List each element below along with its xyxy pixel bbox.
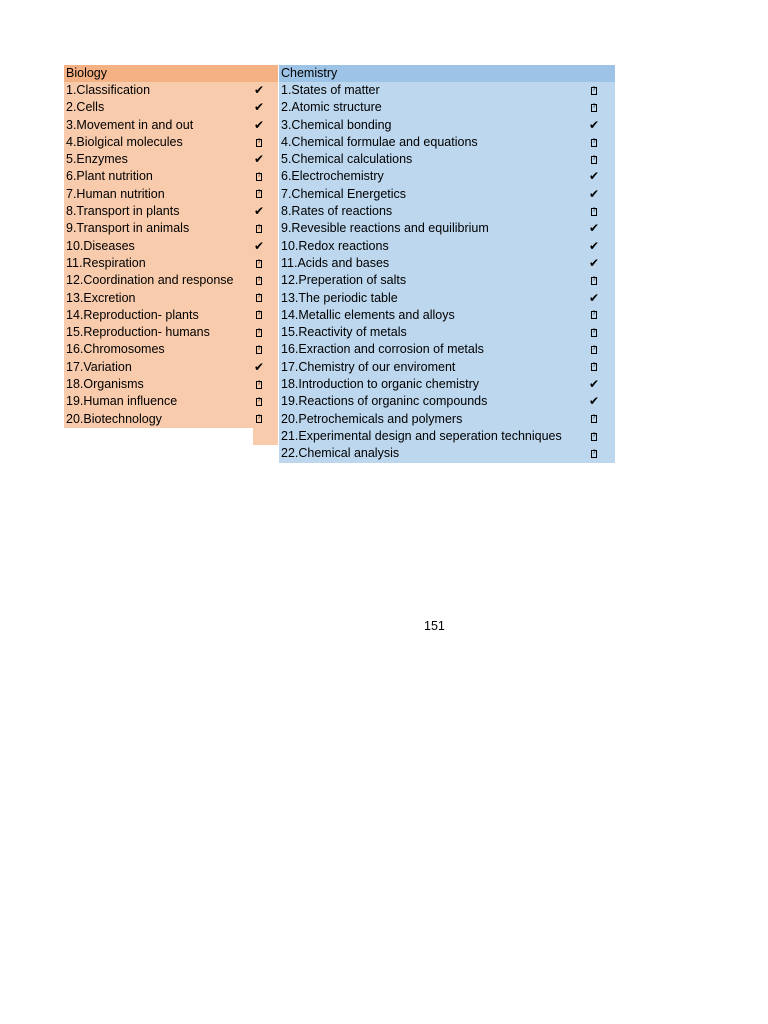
chemistry-row [279,255,615,272]
missing-glyph-box [591,363,597,371]
biology-topic-label: 20.Biotechnology [66,411,162,426]
missing-glyph-icon [587,428,601,445]
checkmark-icon: ✔ [253,359,265,374]
missing-glyph-box [256,398,262,406]
chemistry-row [279,307,615,324]
biology-topic-label: 5.Enzymes [66,152,128,167]
biology-topic-label: 19.Human influence [66,394,178,409]
chemistry-row [279,428,615,445]
missing-glyph-box [256,139,262,147]
missing-glyph-icon [252,393,266,410]
missing-glyph-icon [587,203,601,220]
chemistry-header: Chemistry [279,65,615,82]
chemistry-topic-label: 4.Chemical formulae and equations [281,134,478,149]
missing-glyph-icon [587,272,601,289]
biology-topic-label: 3.Movement in and out [66,117,194,132]
missing-glyph-icon [252,134,266,151]
checkmark-icon: ✔ [588,394,600,409]
biology-topic-label: 2.Cells [66,100,105,115]
checkmark-icon: ✔ [588,255,600,270]
biology-row [64,203,278,220]
missing-glyph-icon [252,255,266,272]
missing-glyph-box [591,277,597,285]
biology-topic-label: 11.Respiration [66,255,146,270]
chemistry-row [279,134,615,151]
missing-glyph-box [591,87,597,95]
checkmark-icon: ✔ [588,290,600,305]
checkmark-icon: ✔ [588,186,600,201]
missing-glyph-box [256,294,262,302]
chemistry-topic-label: 11.Acids and bases [281,255,390,270]
chemistry-row [279,445,615,462]
biology-topic-label: 12.Coordination and response [66,273,234,288]
chemistry-rows [279,82,615,463]
biology-topic-label: 4.Biolgical molecules [66,134,183,149]
chemistry-topic-label: 14.Metallic elements and alloys [281,307,455,322]
missing-glyph-box [256,381,262,389]
biology-topic-label: 13.Excretion [66,290,136,305]
biology-row [64,411,278,428]
biology-topic-label: 16.Chromosomes [66,342,165,357]
chemistry-topic-label: 7.Chemical Energetics [281,186,407,201]
missing-glyph-box [256,277,262,285]
missing-glyph-box [591,346,597,354]
missing-glyph-icon [587,134,601,151]
chemistry-topic-label: 21.Experimental design and seperation techniques [281,428,562,443]
biology-row [64,376,278,393]
missing-glyph-box [591,329,597,337]
biology-row [64,341,278,358]
missing-glyph-icon [587,445,601,462]
chemistry-topic-label: 2.Atomic structure [281,100,382,115]
chemistry-row [279,341,615,358]
biology-row [64,186,278,203]
missing-glyph-icon [587,359,601,376]
chemistry-row [279,376,615,393]
missing-glyph-box [256,260,262,268]
missing-glyph-icon [252,168,266,185]
checkmark-icon: ✔ [253,152,265,167]
missing-glyph-box [256,415,262,423]
missing-glyph-icon [587,99,601,116]
missing-glyph-icon [587,151,601,168]
biology-topic-label: 15.Reproduction- humans [66,325,210,340]
chemistry-row [279,117,615,134]
missing-glyph-box [256,311,262,319]
chemistry-row [279,168,615,185]
checkmark-icon: ✔ [588,169,600,184]
biology-topic-label: 8.Transport in plants [66,204,180,219]
biology-row [64,324,278,341]
biology-row [64,255,278,272]
biology-row [64,134,278,151]
chemistry-topic-label: 5.Chemical calculations [281,152,413,167]
chemistry-row [279,186,615,203]
chemistry-topic-label: 10.Redox reactions [281,238,389,253]
chemistry-topic-label: 8.Rates of reactions [281,204,393,219]
chemistry-topic-label: 13.The periodic table [281,290,398,305]
missing-glyph-icon [252,376,266,393]
missing-glyph-box [591,139,597,147]
missing-glyph-icon [252,220,266,237]
chemistry-row [279,203,615,220]
biology-topic-label: 18.Organisms [66,377,144,392]
missing-glyph-box [256,329,262,337]
biology-row [64,393,278,410]
chemistry-row [279,359,615,376]
biology-row [64,359,278,376]
missing-glyph-box [591,433,597,441]
missing-glyph-box [256,173,262,181]
missing-glyph-box [256,346,262,354]
missing-glyph-icon [252,290,266,307]
checkmark-icon: ✔ [588,221,600,236]
missing-glyph-box [591,311,597,319]
biology-topic-label: 10.Diseases [66,238,135,253]
checkmark-icon: ✔ [588,377,600,392]
biology-rows [64,82,278,428]
biology-row [64,151,278,168]
biology-row [64,117,278,134]
missing-glyph-box [591,156,597,164]
checkmark-icon: ✔ [588,117,600,132]
biology-row [64,82,278,99]
chemistry-row [279,151,615,168]
biology-row [64,238,278,255]
chemistry-topic-label: 9.Revesible reactions and equilibrium [281,221,489,236]
missing-glyph-box [591,450,597,458]
missing-glyph-box [591,415,597,423]
biology-header: Biology [64,65,278,82]
missing-glyph-box [256,225,262,233]
missing-glyph-icon [252,411,266,428]
missing-glyph-icon [252,341,266,358]
checkmark-icon: ✔ [588,238,600,253]
chemistry-row [279,238,615,255]
biology-row [64,307,278,324]
chemistry-row [279,272,615,289]
checkmark-icon: ✔ [253,204,265,219]
checkmark-icon: ✔ [253,100,265,115]
missing-glyph-box [256,190,262,198]
checkmark-icon: ✔ [253,117,265,132]
missing-glyph-icon [587,324,601,341]
biology-row [64,99,278,116]
chemistry-row [279,99,615,116]
chemistry-topic-label: 3.Chemical bonding [281,117,392,132]
biology-topic-label: 17.Variation [66,359,132,374]
chemistry-topic-label: 20.Petrochemicals and polymers [281,411,463,426]
missing-glyph-icon [587,82,601,99]
chemistry-row [279,393,615,410]
chemistry-topic-label: 19.Reactions of organinc compounds [281,394,488,409]
biology-topic-label: 9.Transport in animals [66,221,190,236]
missing-glyph-icon [587,411,601,428]
missing-glyph-icon [252,324,266,341]
biology-row [64,272,278,289]
missing-glyph-icon [252,186,266,203]
missing-glyph-icon [587,341,601,358]
chemistry-topic-label: 1.States of matter [281,83,380,97]
chemistry-topic-label: 15.Reactivity of metals [281,325,407,340]
chemistry-topic-label: 12.Preperation of salts [281,273,407,288]
chemistry-topic-label: 16.Exraction and corrosion of metals [281,342,484,357]
missing-glyph-icon [587,307,601,324]
chemistry-row [279,411,615,428]
chemistry-topic-label: 6.Electrochemistry [281,169,384,184]
biology-topic-label: 1.Classification [66,83,151,97]
biology-row [64,220,278,237]
checkmark-icon: ✔ [253,238,265,253]
chemistry-topic-label: 17.Chemistry of our enviroment [281,359,456,374]
biology-topic-label: 6.Plant nutrition [66,169,153,184]
checkmark-icon: ✔ [253,83,265,97]
missing-glyph-box [591,104,597,112]
chemistry-row [279,82,615,99]
chemistry-topic-label: 18.Introduction to organic chemistry [281,377,480,392]
biology-column [64,65,278,428]
chemistry-row [279,290,615,307]
biology-row [64,290,278,307]
chemistry-row [279,220,615,237]
biology-row [64,168,278,185]
biology-filler-cell [253,428,278,445]
chemistry-row [279,324,615,341]
missing-glyph-icon [252,272,266,289]
biology-topic-label: 7.Human nutrition [66,186,165,201]
missing-glyph-box [591,208,597,216]
missing-glyph-icon [252,307,266,324]
biology-topic-label: 14.Reproduction- plants [66,307,199,322]
chemistry-column [279,65,615,463]
chemistry-topic-label: 22.Chemical analysis [281,446,400,461]
page-number: 151 [424,619,445,633]
